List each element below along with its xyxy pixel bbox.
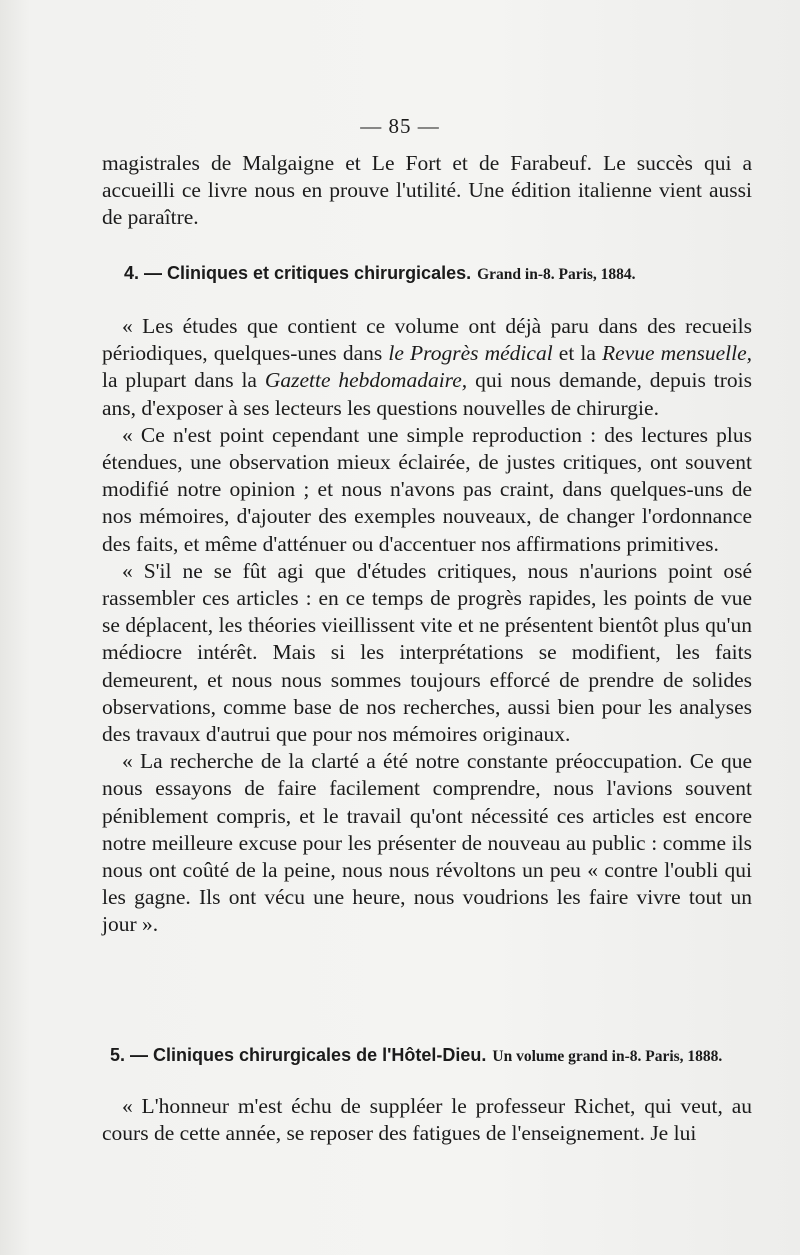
paragraph-text: « Les études que contient ce volume ont déjà paru dans des recueils périodiques, quelques-unes dans [102, 314, 752, 366]
section-4-paragraph-1 [102, 313, 752, 422]
section-heading-4-title: 4. — Cliniques et critiques chirurgicales. [124, 263, 472, 283]
section-heading-4 [124, 263, 764, 284]
section-heading-5-meta: Un volume grand in-8. Paris, 1888. [492, 1048, 723, 1065]
journal-title-progres-medical: le Progrès médical [388, 341, 553, 366]
section-heading-5 [110, 1045, 750, 1066]
paragraph-text: qui nous demande, depuis trois ans, d'exposer à ses lecteurs les questions nouvelles de chirurgie. [102, 368, 752, 420]
section-4-body [102, 313, 752, 939]
section-4-paragraph-2: « Ce n'est point cependant une simple reproduction : des lectures plus étendues, une observation mieux éclairée, de justes critiques, ont souvent modifié notre opinion ; et nous n'avons pas craint, dans quelques-uns de nos mémoires, d'ajouter des exemples nouveaux, de changer l'ordonnance des faits, et même d'atténuer ou d'accentuer nos affirmations primitives. [102, 422, 752, 556]
intro-text: magistrales de Malgaigne et Le Fort et de Farabeuf. Le succès qui a accueilli ce livre nous en prouve l'utilité. Une édition italienne vient aussi de paraître. [102, 151, 752, 230]
section-5-body [102, 1093, 752, 1147]
journal-title-revue-mensuelle: Revue mensuelle, [602, 341, 752, 366]
section-heading-5-title: 5. — Cliniques chirurgicales de l'Hôtel-Dieu. [110, 1045, 487, 1065]
section-heading-4-meta: Grand in-8. Paris, 1884. [477, 266, 636, 283]
paragraph-text: et la [552, 341, 603, 366]
paragraph-text: la plupart dans la [102, 368, 265, 393]
section-4-paragraph-4: « La recherche de la clarté a été notre constante préoccupation. Ce que nous essayons de faire facilement comprendre, nous l'avions souvent péniblement compris, et le travail qu'ont nécessité ces articles est encore notre meilleure excuse pour les présenter de nouveau au public : comme ils nous ont coûté de la peine, nous nous révoltons un peu « contre l'oubli qui les gagne. Ils ont vécu une heure, nous voudrions les faire vivre tout un jour ». [102, 749, 752, 937]
page-number: — 85 — [360, 114, 440, 138]
intro-paragraph [102, 150, 752, 232]
section-4-paragraph-3: « S'il ne se fût agi que d'études critiques, nous n'aurions point osé rassembler ces articles : en ce temps de progrès rapides, les points de vue se déplacent, les théories vieillissent vite et ne présentent bientôt plus qu'un médiocre intérêt. Mais si les interprétations se modifient, les faits demeurent, et nous nous sommes toujours efforcé de prendre de solides observations, comme base de nos recherches, aussi bien pour les analyses des travaux d'autrui que pour nos mémoires originaux. [102, 558, 752, 747]
journal-title-gazette-hebdomadaire: Gazette hebdomadaire, [264, 368, 468, 393]
section-5-paragraph-1: « L'honneur m'est échu de suppléer le professeur Richet, qui veut, au cours de cette année, se reposer des fatigues de l'enseignement. Je lui [102, 1094, 752, 1146]
